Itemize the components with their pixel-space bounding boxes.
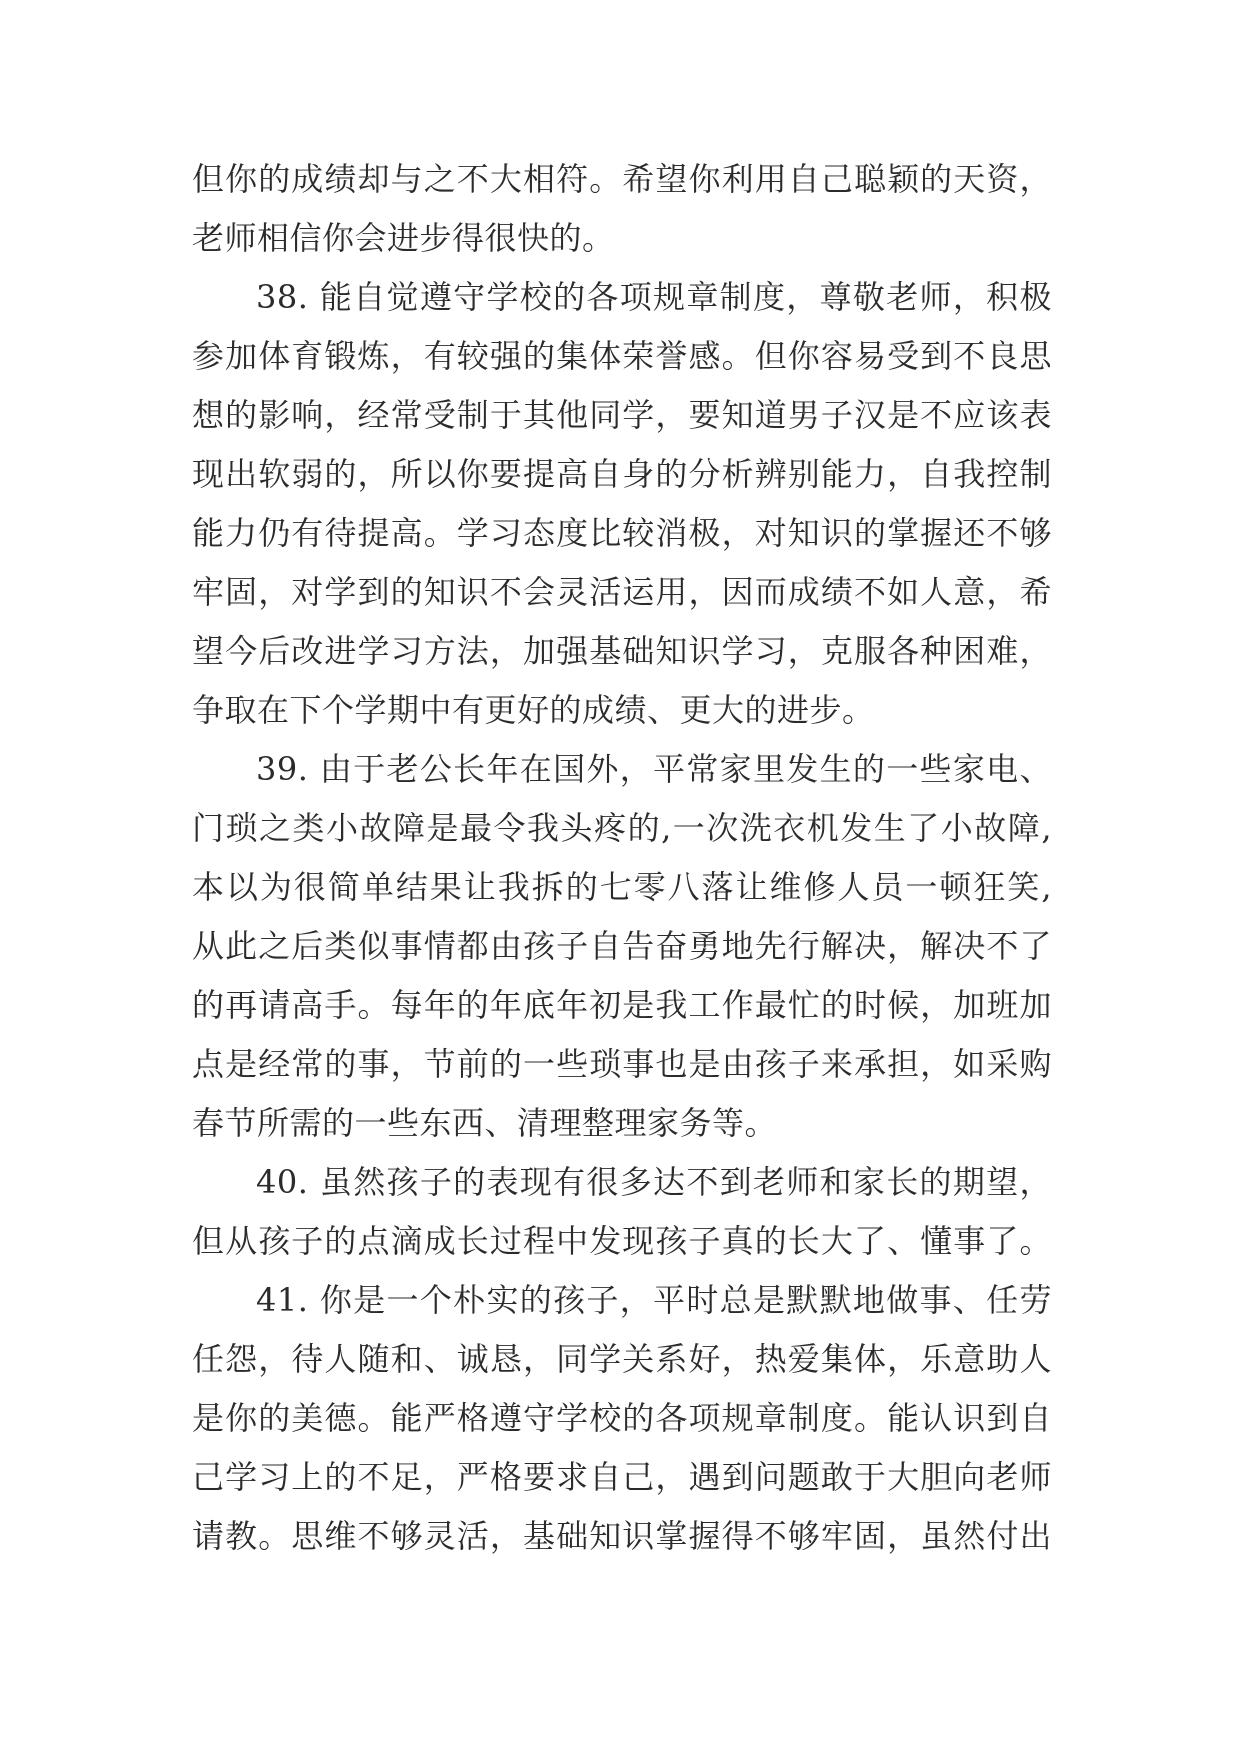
text-line: 春节所需的一些东西、清理整理家务等。 [192, 1104, 778, 1142]
text-line: 参加体育锻炼，有较强的集体荣誉感。但你容易受到不良思 [192, 337, 1052, 375]
text-line: 己学习上的不足，严格要求自己，遇到问题敢于大胆向老师 [192, 1458, 1052, 1496]
text-line: 望今后改进学习方法，加强基础知识学习，克服各种困难， [192, 632, 1052, 670]
text-line: 40. 虽然孩子的表现有很多达不到老师和家长的期望， [256, 1163, 1052, 1201]
text-line: 现出软弱的，所以你要提高自身的分析辨别能力，自我控制 [192, 455, 1052, 493]
text-line: 38. 能自觉遵守学校的各项规章制度，尊敬老师，积极 [256, 278, 1052, 316]
text-line: 的再请高手。每年的年底年初是我工作最忙的时候，加班加 [192, 986, 1052, 1024]
text-line: 请教。思维不够灵活，基础知识掌握得不够牢固，虽然付出 [192, 1517, 1052, 1555]
text-line: 老师相信你会进步得很快的。 [192, 219, 615, 257]
document-body [192, 150, 1052, 1566]
text-line: 从此之后类似事情都由孩子自告奋勇地先行解决，解决不了 [192, 927, 1052, 965]
text-line: 41. 你是一个朴实的孩子，平时总是默默地做事、任劳 [256, 1281, 1052, 1319]
text-line: 但你的成绩却与之不大相符。希望你利用自己聪颖的天资， [192, 160, 1052, 198]
text-line: 争取在下个学期中有更好的成绩、更大的进步。 [192, 691, 875, 729]
text-line: 本以为很简单结果让我拆的七零八落让维修人员一顿狂笑, [192, 868, 1052, 906]
text-line: 点是经常的事，节前的一些琐事也是由孩子来承担，如采购 [192, 1045, 1052, 1083]
text-line: 牢固，对学到的知识不会灵活运用，因而成绩不如人意，希 [192, 573, 1052, 611]
text-line: 想的影响，经常受制于其他同学，要知道男子汉是不应该表 [192, 396, 1052, 434]
text-line: 39. 由于老公长年在国外，平常家里发生的一些家电、 [256, 750, 1052, 788]
text-line: 但从孩子的点滴成长过程中发现孩子真的长大了、懂事了。 [192, 1222, 1052, 1260]
text-line: 任怨，待人随和、诚恳，同学关系好，热爱集体，乐意助人 [192, 1340, 1052, 1378]
text-line: 门琐之类小故障是最令我头疼的,一次洗衣机发生了小故障, [192, 809, 1052, 847]
text-line: 是你的美德。能严格遵守学校的各项规章制度。能认识到自 [192, 1399, 1052, 1437]
text-line: 能力仍有待提高。学习态度比较消极，对知识的掌握还不够 [192, 514, 1052, 552]
